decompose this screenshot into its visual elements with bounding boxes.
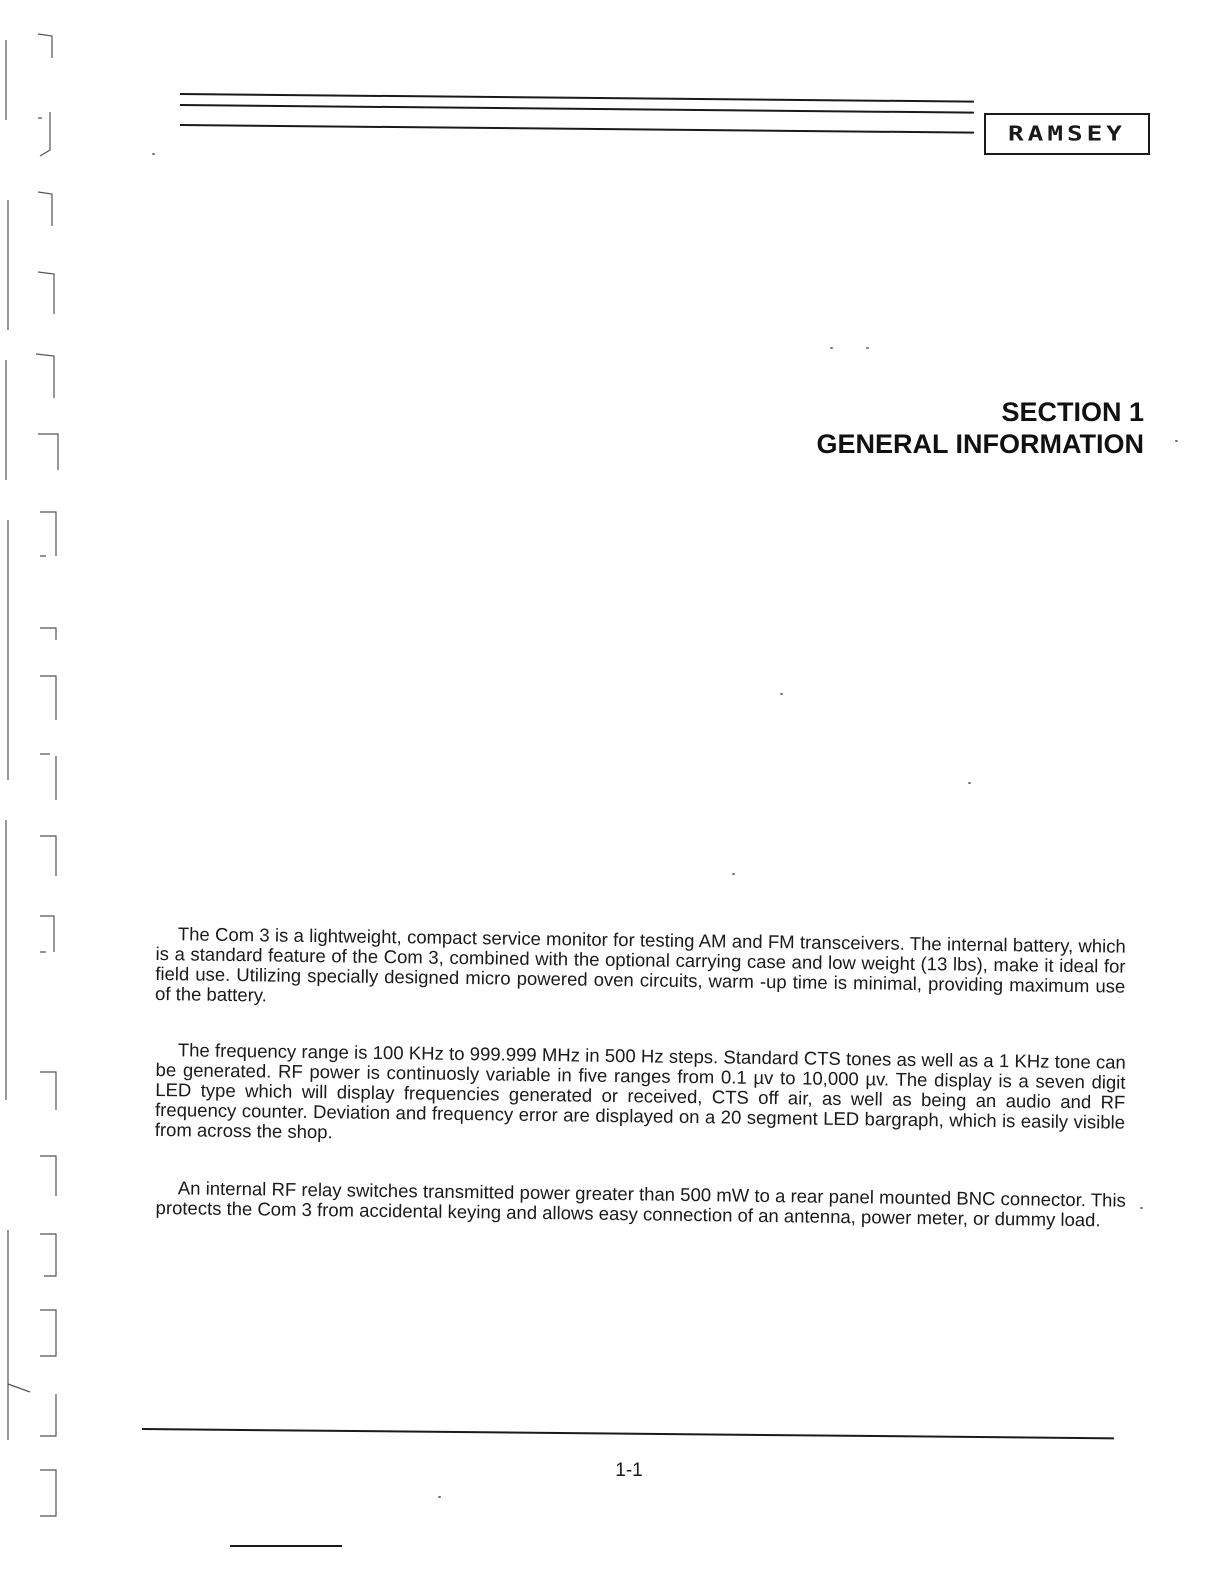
scan-speck bbox=[780, 693, 783, 695]
section-heading bbox=[817, 396, 1145, 460]
scan-speck bbox=[1140, 1207, 1143, 1209]
logo-text: RAMSEY bbox=[1008, 122, 1126, 146]
header-rule-top bbox=[180, 93, 974, 103]
ramsey-logo bbox=[984, 113, 1150, 155]
body-paragraph: The frequency range is 100 KHz to 999.999 MHz in 500 Hz steps. Standard CTS tones as well as a 1 KHz tone can be generated. RF power is continuosly variable in five ranges from 0.1 µv to 10,000 µv. The display is a seven digit LED type which will display frequencies generated or received, CTS off air, as well as being an audio and RF frequency counter. Deviation and frequency error are displayed on a 20 segment LED bargraph, which is easily visible from across the shop. bbox=[154, 1039, 1126, 1143]
section-number: SECTION 1 bbox=[1001, 397, 1144, 427]
scan-speck bbox=[732, 873, 735, 875]
scan-speck bbox=[152, 153, 155, 155]
scan-speck bbox=[968, 782, 971, 784]
scan-speck bbox=[866, 347, 869, 349]
body-paragraph: The Com 3 is a lightweight, compact service monitor for testing AM and FM transceivers. The internal battery, which is a standard feature of the Com 3, combined with the optional carrying case and low weight (13 lbs), make it ideal for field use. Utilizing specially designed micro powered oven circuits, warm -up time is minimal, providing maximum use of the battery. bbox=[154, 923, 1126, 1006]
scan-speck bbox=[830, 347, 833, 349]
header-rule-bottom bbox=[180, 124, 974, 134]
body-paragraph: An internal RF relay switches transmitted power greater than 500 mW to a rear panel mounted BNC connector. This protects the Com 3 from accidental keying and allows easy connection of an antenna, power meter, or dummy load. bbox=[155, 1177, 1126, 1231]
scan-stroke bbox=[230, 1545, 342, 1547]
page-number: 1-1 bbox=[615, 1460, 643, 1481]
header-rule-middle bbox=[180, 104, 974, 114]
scan-speck bbox=[1175, 440, 1178, 442]
section-title: GENERAL INFORMATION bbox=[816, 429, 1144, 459]
footer-rule bbox=[142, 1428, 1114, 1439]
binding-edge-marks bbox=[0, 0, 70, 1580]
scan-speck bbox=[438, 1496, 441, 1498]
